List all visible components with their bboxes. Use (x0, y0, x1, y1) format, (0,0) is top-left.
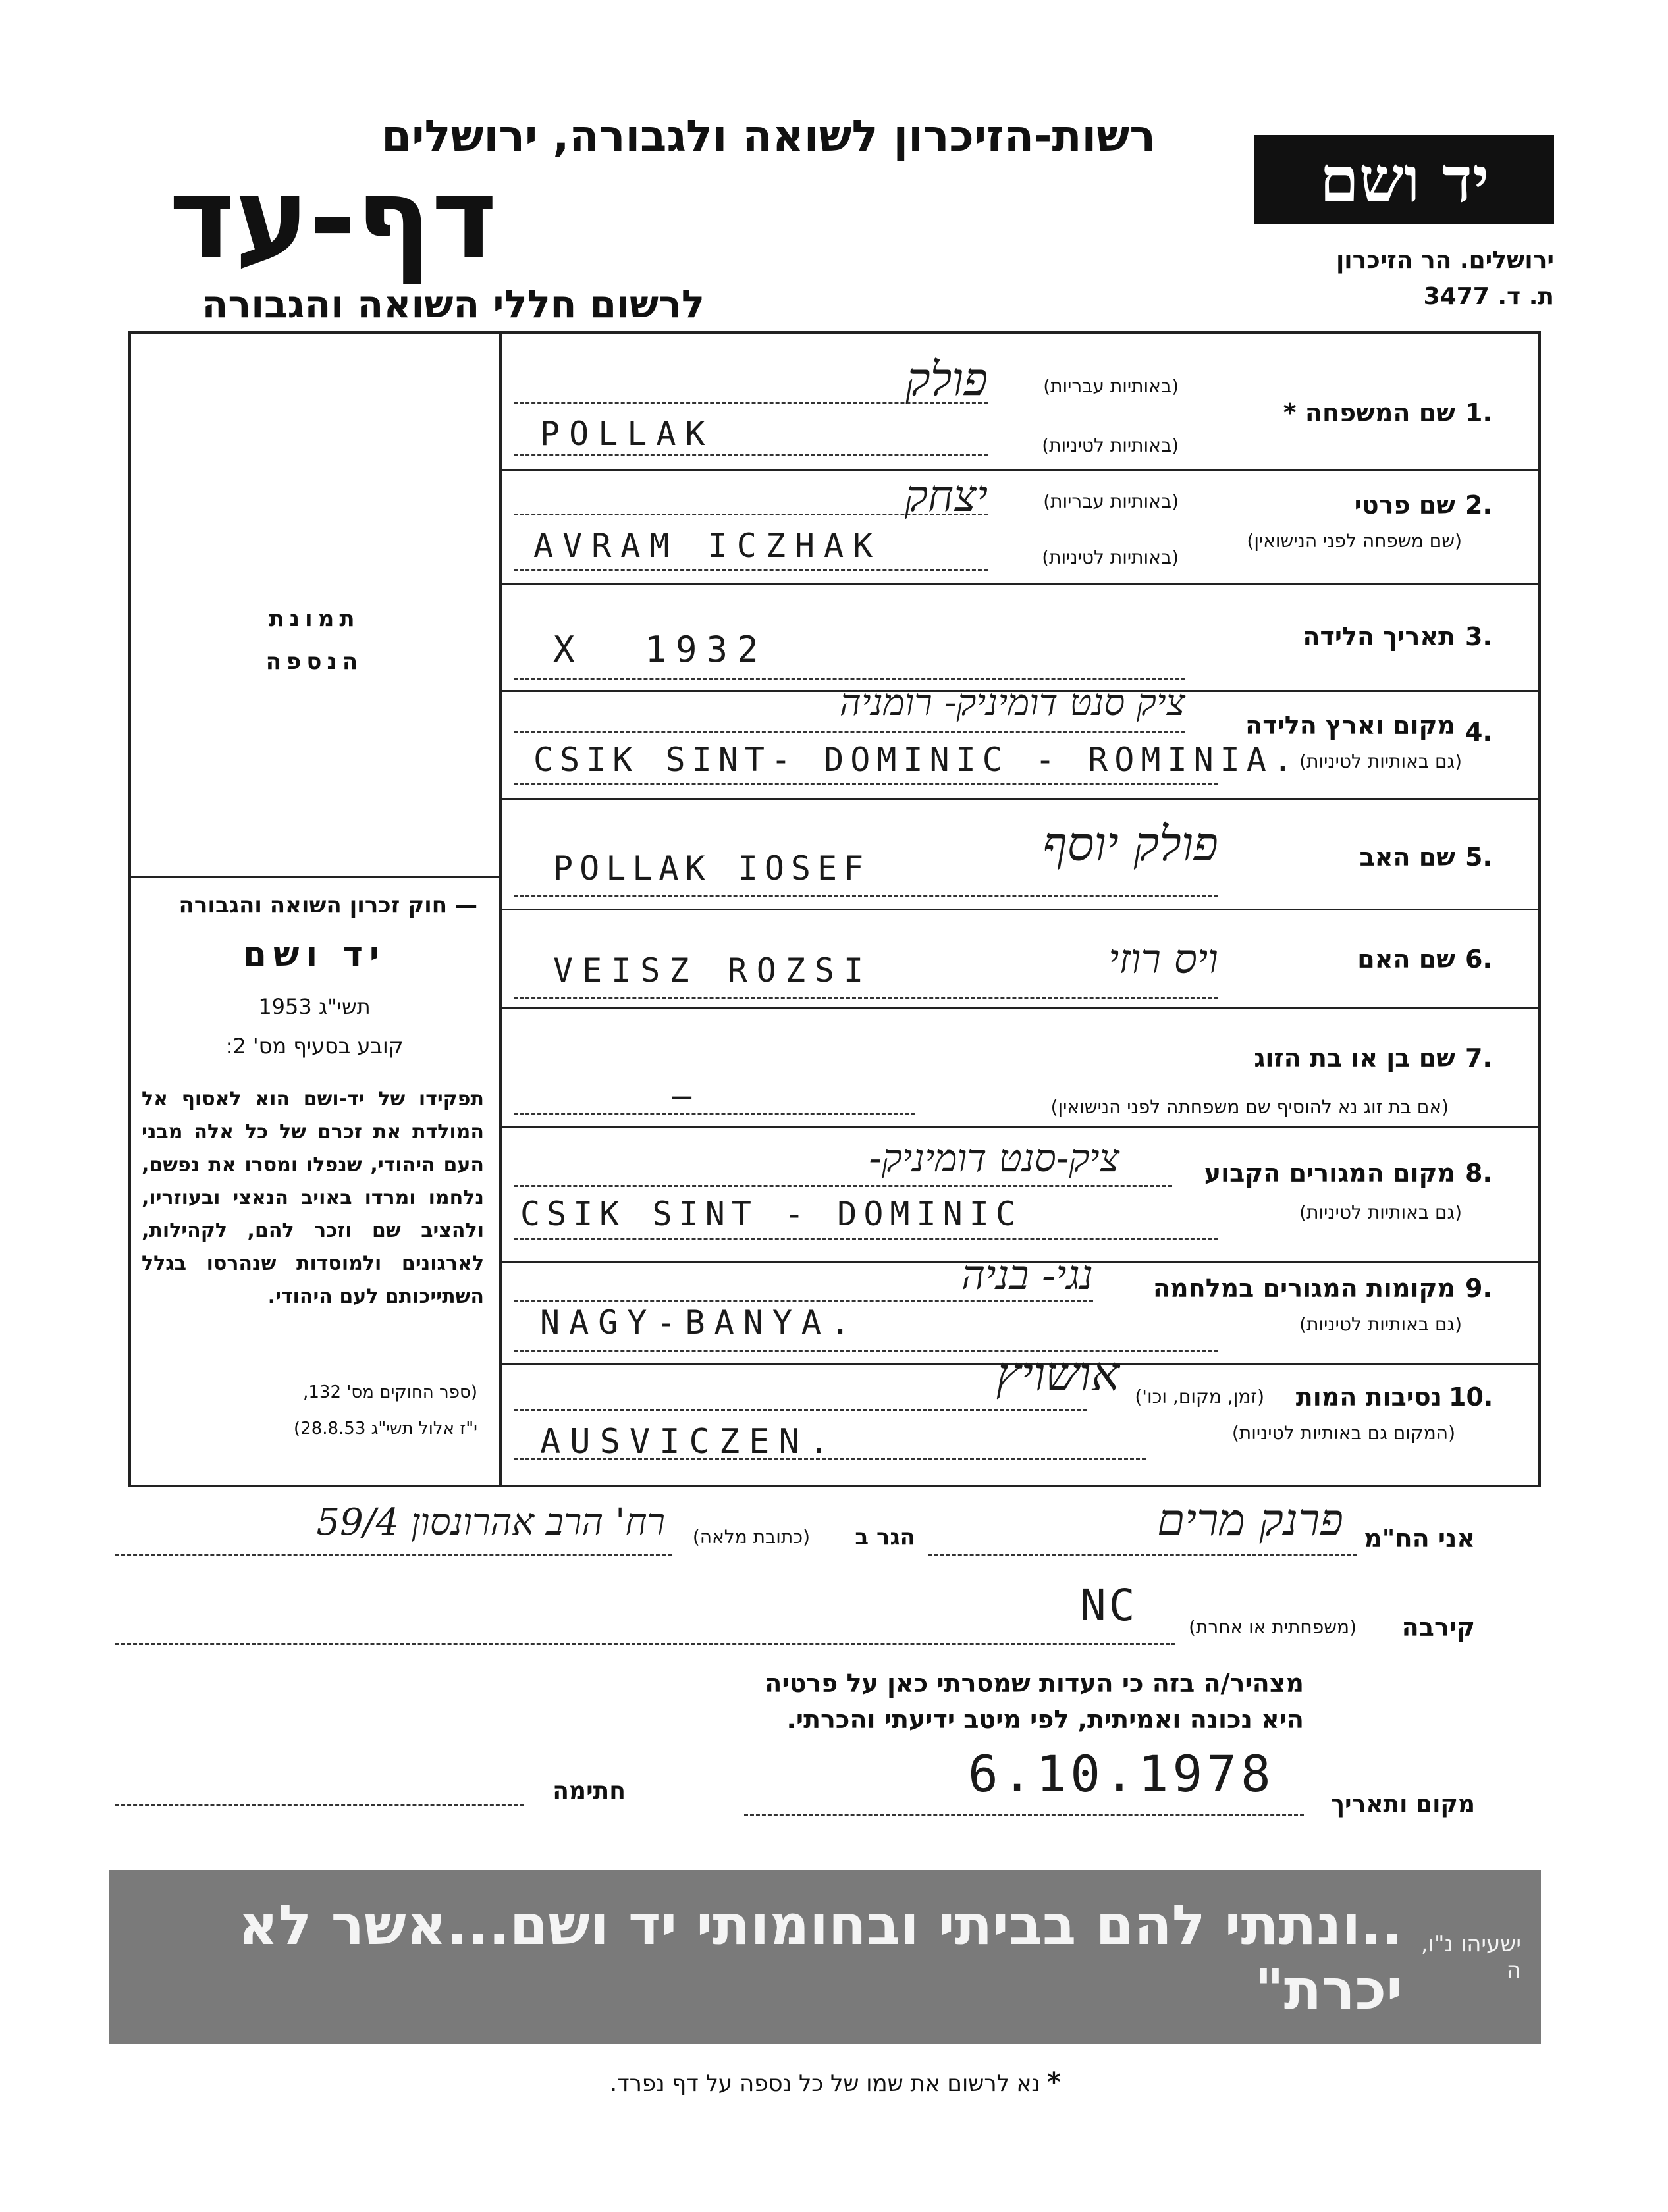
field-10-value-hebrew[interactable]: אושויץ (996, 1346, 1119, 1402)
resides-label: הגר ב (855, 1524, 915, 1550)
row-sep (500, 798, 1540, 800)
field-8-line-hebrew (514, 1185, 1172, 1187)
field-7-sub: (אם בת זוג נא להוסיף שם משפחתה לפני הנישואין) (1050, 1096, 1449, 1118)
footer-note: נא לרשום את שמו של כל נספה על דף נפרד. (610, 2070, 1040, 2097)
row-sep (500, 1007, 1540, 1009)
footer-star: * (1047, 2067, 1061, 2097)
field-7-line (514, 1113, 915, 1115)
field-7-number: 7. (1465, 1043, 1492, 1072)
address-note: (כתובת מלאה) (692, 1526, 810, 1548)
law-title: — חוק זכרון השואה והגבורה (178, 892, 477, 918)
field-5-number: 5. (1465, 843, 1492, 872)
address-line (115, 1554, 672, 1556)
field-1-number: 1. (1465, 398, 1492, 427)
field-10-label-note: (זמן, מקום, וכו') (1135, 1386, 1264, 1408)
law-box (135, 885, 494, 1478)
footer-quote: ..ונתתי להם בביתי ובחומותי יד ושם...אשר לא יכרת" (238, 1892, 1403, 2022)
law-source: (ספר החוקים מס' 132, (303, 1382, 477, 1402)
place-date-label: מקום ותאריך (1331, 1791, 1475, 1818)
field-6-line (514, 997, 1218, 999)
relation-note: (משפחתית או אחרת) (1189, 1616, 1357, 1638)
row-sep (500, 908, 1540, 910)
statement-line-2: היא נכונה ואמיתית, לפי מיטב ידיעתי והכרתי. (786, 1705, 1304, 1734)
field-9-number: 9. (1465, 1274, 1492, 1303)
field-1-label: שם המשפחה * (1283, 398, 1455, 427)
field-1-sub-latin: (באותיות לטיניות) (1042, 434, 1179, 456)
declarant-name-line (928, 1554, 1357, 1556)
sidebar-separator (128, 876, 500, 878)
declarant-label: אני הח"מ (1364, 1524, 1475, 1553)
field-5-value-hebrew[interactable]: פולק יוסף (1042, 816, 1218, 872)
field-10-sub: (המקום גם באותיות לטיניות) (1231, 1422, 1455, 1444)
signature-label: חתימה (552, 1778, 626, 1804)
field-4-sub: (גם באותיות לטיניות) (1299, 750, 1462, 772)
field-8-sub: (גם באותיות לטיניות) (1299, 1201, 1462, 1223)
row-sep (500, 469, 1540, 471)
photo-label-2: הנספה (265, 648, 363, 675)
address: ירושלים. הר הזיכרון (1335, 247, 1554, 274)
field-6-value-hebrew[interactable]: ויס רוזי (1108, 935, 1218, 983)
declarant-address[interactable]: רח' הרב אהרונסון 59/4 (316, 1501, 665, 1544)
field-4-value-latin[interactable]: CSIK SINT- DOMINIC - ROMINIA. (533, 741, 1299, 779)
field-5-value-latin[interactable]: POLLAK IOSEF (553, 849, 871, 887)
relation-line (115, 1643, 1175, 1645)
form-title: דף-עד (169, 154, 497, 284)
field-3-line (514, 678, 1185, 680)
place-date-value[interactable]: 6.10.1978 (968, 1745, 1275, 1803)
yad-vashem-logo: יד ושם (1254, 135, 1554, 224)
field-6-number: 6. (1465, 945, 1492, 974)
field-10-label: נסיבות המות (1295, 1382, 1442, 1411)
field-1-value-hebrew[interactable]: פולק (905, 352, 988, 406)
law-date: י"ז אלול תשי"ג 28.8.53) (294, 1419, 477, 1438)
row-sep (500, 1126, 1540, 1128)
field-1-value-latin[interactable]: POLLAK (540, 415, 714, 453)
field-3-label: תאריך הלידה (1303, 622, 1455, 651)
field-7-value[interactable]: — (672, 1076, 701, 1115)
field-4-number: 4. (1465, 718, 1492, 747)
field-9-label: מקומות המגורים במלחמה (1152, 1274, 1455, 1303)
field-4-line-latin (514, 783, 1218, 785)
photo-label-1: תמונת (269, 606, 360, 632)
field-2-number: 2. (1465, 490, 1492, 519)
field-10-number: 10. (1449, 1382, 1493, 1411)
footer-quote-band (109, 1870, 1541, 2044)
field-2-note: (שם משפחה לפני הנישואין) (1247, 530, 1462, 552)
field-5-label: שם האב (1359, 843, 1455, 872)
field-2-value-hebrew[interactable]: יצחק (904, 471, 988, 521)
law-clause: קובע בסעיף מס' 2: (225, 1034, 404, 1059)
field-2-value-latin[interactable]: AVRAM ICZHAK (533, 527, 882, 565)
field-1-sub-hebrew: (באותיות עבריות) (1043, 375, 1179, 397)
field-9-line-hebrew (514, 1300, 1093, 1302)
field-10-value-latin[interactable]: AUSVICZEN. (540, 1422, 839, 1462)
field-5-line (514, 895, 1218, 897)
field-2-sub-latin: (באותיות לטיניות) (1042, 546, 1179, 568)
field-3-number: 3. (1465, 622, 1492, 651)
footer-citation: ישעיהו נ"ו, ה (1420, 1930, 1521, 1984)
field-2-sub-hebrew: (באותיות עבריות) (1043, 490, 1179, 512)
field-8-number: 8. (1465, 1159, 1492, 1188)
relation-label: קירבה (1401, 1613, 1475, 1642)
field-6-value-latin[interactable]: VEISZ ROZSI (553, 951, 873, 989)
field-8-value-hebrew[interactable]: ציק-סנט דומיניק- (869, 1136, 1119, 1180)
place-date-line (744, 1814, 1304, 1816)
field-2-label: שם פרטי (1354, 490, 1455, 519)
field-7-label: שם בן או בת הזוג (1254, 1043, 1455, 1072)
relation-value[interactable]: NC (1080, 1580, 1138, 1631)
org-line: רשות-הזיכרון לשואה ולגבורה, ירושלים (381, 111, 1156, 161)
frame-left (128, 331, 131, 1487)
statement-line-1: מצהיר/ה בזה כי העדות שמסרתי כאן על פרטיה (765, 1669, 1304, 1698)
frame-bottom (128, 1485, 1541, 1487)
frame-top (128, 331, 1541, 334)
form-subtitle: לרשום חללי השואה והגבורה (202, 282, 705, 327)
field-10-line-hebrew (514, 1409, 1087, 1411)
law-name: יד ושם (242, 935, 387, 974)
field-8-label: מקום המגורים הקבוע (1204, 1159, 1455, 1188)
po-box: ת. ד. 3477 (1423, 283, 1554, 310)
field-1-line-latin (514, 454, 988, 456)
field-6-label: שם האם (1357, 945, 1455, 974)
signature-line (115, 1804, 524, 1806)
law-body: תפקידו של יד-ושם הוא לאסוף אל המולדת את זכרם של כל אלה מבני העם היהודי, שנפלו ומסרו את נפשם, נלחמו ומרדו באויב הנאצי ובעוזריו, ולהציב שם וזכר להם, לקהילות, לארגונים ולמוסדות שנהרסו בגלל השתייכותם לעם היהודי. (142, 1088, 484, 1308)
photo-area (132, 336, 497, 872)
row-sep (500, 583, 1540, 585)
field-4-value-hebrew[interactable]: ציק סנט דומיניק- רומניה (840, 681, 1185, 724)
field-9-sub: (גם באותיות לטיניות) (1299, 1313, 1462, 1335)
field-4-label: מקום וארץ הלידה (1245, 711, 1455, 740)
declarant-name[interactable]: פרנק מרים (1156, 1494, 1343, 1546)
law-year: תשי"ג 1953 (258, 994, 371, 1019)
field-3-value[interactable]: X 1932 (553, 629, 768, 670)
field-8-value-latin[interactable]: CSIK SINT - DOMINIC (520, 1195, 1022, 1233)
field-9-value-latin[interactable]: NAGY-BANYA. (540, 1304, 860, 1342)
field-9-value-hebrew[interactable]: נגי- בניה (961, 1251, 1093, 1299)
field-2-line-latin (514, 569, 988, 571)
field-8-line-latin (514, 1238, 1218, 1240)
field-4-line-hebrew (514, 731, 1185, 733)
